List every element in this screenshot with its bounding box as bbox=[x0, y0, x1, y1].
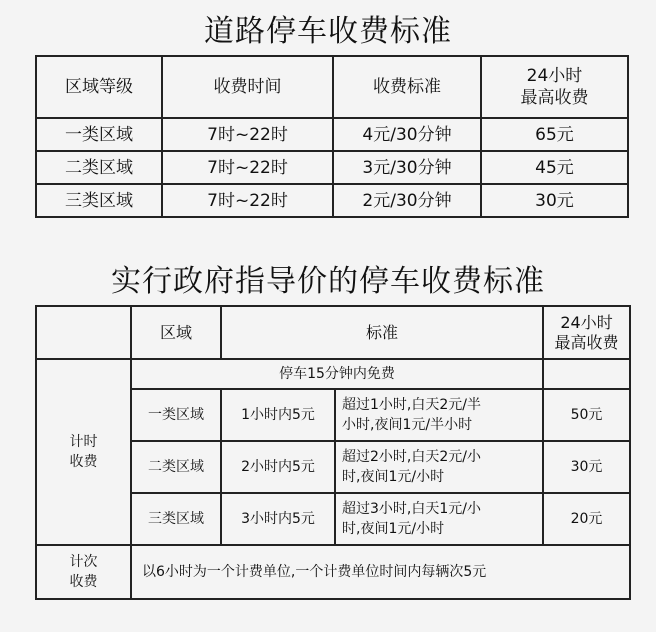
cell-time: 7时~22时 bbox=[162, 151, 333, 184]
guided-price-table bbox=[35, 305, 631, 600]
cell-after-period bbox=[335, 441, 543, 493]
cell-after-period bbox=[335, 493, 543, 545]
cell-max: 50元 bbox=[543, 389, 630, 441]
cell-first-period: 1小时内5元 bbox=[221, 389, 335, 441]
table-header-row bbox=[36, 306, 630, 359]
cell-max: 20元 bbox=[543, 493, 630, 545]
cell-area: 一类区域 bbox=[131, 389, 221, 441]
cell-max: 30元 bbox=[481, 184, 628, 217]
cell-area: 一类区域 bbox=[36, 118, 162, 151]
title-road-parking: 道路停车收费标准 bbox=[204, 14, 452, 49]
count-charge-text: 以6小时为一个计费单位,一个计费单位时间内每辆次5元 bbox=[131, 545, 630, 599]
table-row bbox=[36, 118, 628, 151]
cell-time: 7时~22时 bbox=[162, 118, 333, 151]
timed-charge-label bbox=[36, 359, 131, 545]
after-line2: 时,夜间1元/小时 bbox=[342, 469, 445, 485]
cell-time: 7时~22时 bbox=[162, 184, 333, 217]
cell-first-period: 3小时内5元 bbox=[221, 493, 335, 545]
count-charge-label bbox=[36, 545, 131, 599]
road-parking-table bbox=[35, 55, 629, 218]
after-line1: 超过3小时,白天1元/小 bbox=[342, 501, 481, 517]
cell-standard: 2元/30分钟 bbox=[333, 184, 481, 217]
header-max-line2: 最高收费 bbox=[520, 88, 589, 108]
header-standard: 标准 bbox=[221, 306, 543, 359]
cell-max: 65元 bbox=[481, 118, 628, 151]
header-max-line1: 24小时 bbox=[560, 312, 613, 332]
after-line1: 超过1小时,白天2元/半 bbox=[342, 397, 481, 413]
timed-label-line1: 计时 bbox=[69, 434, 98, 450]
header-charge-time: 收费时间 bbox=[162, 56, 333, 118]
after-line2: 小时,夜间1元/半小时 bbox=[342, 417, 473, 433]
cell-area: 二类区域 bbox=[131, 441, 221, 493]
header-area-level: 区域等级 bbox=[36, 56, 162, 118]
cell-after-period bbox=[335, 389, 543, 441]
free-note: 停车15分钟内免费 bbox=[131, 359, 543, 389]
cell-standard: 4元/30分钟 bbox=[333, 118, 481, 151]
cell-area: 二类区域 bbox=[36, 151, 162, 184]
header-max-line2: 最高收费 bbox=[554, 332, 619, 352]
after-line1: 超过2小时,白天2元/小 bbox=[342, 449, 481, 465]
header-max-line1: 24小时 bbox=[526, 66, 583, 86]
header-max-charge bbox=[543, 306, 630, 359]
cell-area: 三类区域 bbox=[131, 493, 221, 545]
timed-label-line2: 收费 bbox=[69, 454, 98, 470]
after-line2: 时,夜间1元/小时 bbox=[342, 521, 445, 537]
table-header-row bbox=[36, 56, 628, 118]
count-charge-row bbox=[36, 545, 630, 599]
header-empty bbox=[36, 306, 131, 359]
free-note-row bbox=[36, 359, 630, 389]
cell-area: 三类区域 bbox=[36, 184, 162, 217]
cell-max: 45元 bbox=[481, 151, 628, 184]
cell-standard: 3元/30分钟 bbox=[333, 151, 481, 184]
title-guided-price-parking: 实行政府指导价的停车收费标准 bbox=[111, 264, 545, 299]
header-area: 区域 bbox=[131, 306, 221, 359]
table-row bbox=[36, 151, 628, 184]
header-charge-standard: 收费标准 bbox=[333, 56, 481, 118]
cell-max: 30元 bbox=[543, 441, 630, 493]
table-row bbox=[36, 184, 628, 217]
header-max-charge bbox=[481, 56, 628, 118]
count-label-line1: 计次 bbox=[69, 554, 98, 570]
count-label-line2: 收费 bbox=[69, 574, 98, 590]
cell-first-period: 2小时内5元 bbox=[221, 441, 335, 493]
free-note-max-empty bbox=[543, 359, 630, 389]
